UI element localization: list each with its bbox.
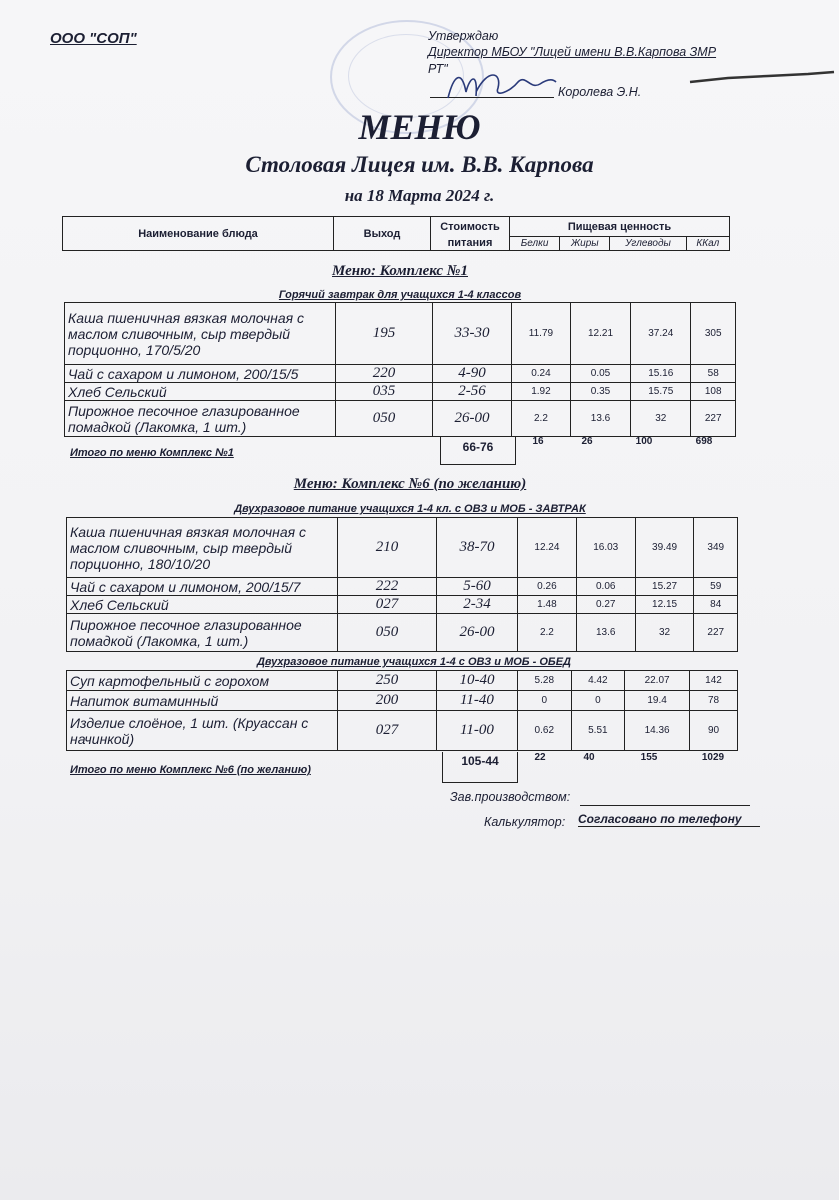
- header-fats: Жиры: [560, 237, 610, 251]
- total-carbs: 100: [635, 436, 653, 447]
- header-price: Стоимость: [431, 217, 510, 237]
- dish-output: 200: [338, 691, 437, 711]
- calculator-value: Согласовано по телефону: [578, 812, 760, 827]
- dish-name: Напиток витаминный: [67, 691, 338, 711]
- complex6-lunch-table: [66, 670, 738, 751]
- table-row: [67, 578, 738, 596]
- dish-carbs: 15.16: [631, 365, 691, 383]
- dish-carbs: 32: [631, 401, 691, 437]
- dish-output: 222: [338, 578, 437, 596]
- complex1-total-label: Итого по меню Комплекс №1: [70, 447, 234, 459]
- dish-price: 4-90: [433, 365, 512, 383]
- page-title: МЕНЮ: [358, 107, 481, 147]
- complex6-total-price: 105-44: [442, 752, 518, 783]
- header-price-cont: питания: [431, 237, 510, 251]
- dish-fats: 0.06: [576, 578, 635, 596]
- dish-output: 027: [338, 596, 437, 614]
- dish-proteins: 11.79: [512, 303, 571, 365]
- dish-output: 027: [338, 711, 437, 751]
- production-signature-line: [580, 805, 750, 806]
- dish-kcal: 108: [691, 383, 736, 401]
- dish-proteins: 2.2: [518, 614, 577, 652]
- table-row: [65, 303, 736, 365]
- dish-carbs: 15.27: [635, 578, 694, 596]
- dish-name: Каша пшеничная вязкая молочная с маслом сливочным, сыр твердый порционно, 180/10/20: [67, 518, 338, 578]
- complex6-breakfast-table: [66, 517, 738, 652]
- table-row: [65, 383, 736, 401]
- dish-price: 38-70: [437, 518, 518, 578]
- calculator-label: Калькулятор:: [484, 815, 566, 829]
- production-label: Зав.производством:: [450, 790, 571, 804]
- dish-output: 035: [336, 383, 433, 401]
- director-name: Королева Э.Н.: [558, 85, 642, 99]
- dish-name: Чай с сахаром и лимоном, 200/15/5: [65, 365, 336, 383]
- dish-kcal: 227: [694, 614, 738, 652]
- dish-kcal: 142: [690, 671, 738, 691]
- dish-price: 11-00: [437, 711, 518, 751]
- complex1-table: [64, 302, 736, 437]
- dish-fats: 12.21: [570, 303, 630, 365]
- total-proteins: 22: [534, 752, 546, 763]
- dish-kcal: 59: [694, 578, 738, 596]
- header-table: [62, 216, 730, 251]
- dish-name: Пирожное песочное глазированное помадкой (Лакомка, 1 шт.): [67, 614, 338, 652]
- dish-fats: 0: [571, 691, 625, 711]
- dish-fats: 0.27: [576, 596, 635, 614]
- complex6-breakfast-section: Двухразовое питание учащихся 1-4 кл. с ОВЗ и МОБ - ЗАВТРАК: [234, 503, 586, 515]
- dish-price: 5-60: [437, 578, 518, 596]
- dish-fats: 0.35: [570, 383, 630, 401]
- total-kcal: 698: [695, 436, 713, 447]
- table-row: [65, 365, 736, 383]
- total-carbs: 155: [640, 752, 658, 763]
- complex1-heading: Меню: Комплекс №1: [332, 263, 468, 279]
- dish-carbs: 22.07: [625, 671, 690, 691]
- dish-proteins: 0.26: [518, 578, 577, 596]
- table-row: [67, 711, 738, 751]
- dish-proteins: 0.24: [512, 365, 571, 383]
- complex6-total-nutrition: [518, 752, 744, 763]
- dish-output: 250: [338, 671, 437, 691]
- complex6-total-label: Итого по меню Комплекс №6 (по желанию): [70, 764, 311, 776]
- director-position: Директор МБОУ "Лицей имени В.В.Карпова ЗМР: [428, 45, 717, 59]
- dish-kcal: 349: [694, 518, 738, 578]
- complex1-total-price: 66-76: [440, 436, 516, 465]
- dish-carbs: 37.24: [631, 303, 691, 365]
- dish-fats: 0.05: [570, 365, 630, 383]
- dish-proteins: 1.92: [512, 383, 571, 401]
- total-proteins: 16: [532, 436, 544, 447]
- dish-proteins: 0.62: [518, 711, 572, 751]
- dish-name: Суп картофельный с горохом: [67, 671, 338, 691]
- dish-proteins: 2.2: [512, 401, 571, 437]
- dish-output: 220: [336, 365, 433, 383]
- dish-price: 2-56: [433, 383, 512, 401]
- company-name: ООО "СОП": [50, 30, 137, 47]
- header-output: Выход: [334, 217, 431, 251]
- complex1-total-nutrition: [516, 436, 734, 447]
- table-row: [67, 596, 738, 614]
- dish-kcal: 78: [690, 691, 738, 711]
- dish-output: 210: [338, 518, 437, 578]
- dish-kcal: 305: [691, 303, 736, 365]
- dish-name: Каша пшеничная вязкая молочная с маслом сливочным, сыр твердый порционно, 170/5/20: [65, 303, 336, 365]
- dish-proteins: 5.28: [518, 671, 572, 691]
- dish-name: Пирожное песочное глазированное помадкой (Лакомка, 1 шт.): [65, 401, 336, 437]
- dish-fats: 16.03: [576, 518, 635, 578]
- dish-fats: 13.6: [570, 401, 630, 437]
- menu-date: на 18 Марта 2024 г.: [344, 186, 495, 205]
- dish-carbs: 32: [635, 614, 694, 652]
- corner-scribble: [688, 66, 838, 88]
- dish-output: 050: [336, 401, 433, 437]
- dish-fats: 4.42: [571, 671, 625, 691]
- dish-kcal: 84: [694, 596, 738, 614]
- dish-proteins: 1.48: [518, 596, 577, 614]
- dish-fats: 13.6: [576, 614, 635, 652]
- dish-price: 11-40: [437, 691, 518, 711]
- dish-kcal: 90: [690, 711, 738, 751]
- header-carbs: Углеводы: [610, 237, 686, 251]
- table-row: [67, 671, 738, 691]
- dish-output: 050: [338, 614, 437, 652]
- approve-label: Утверждаю: [428, 29, 499, 43]
- director-signature: [440, 62, 560, 107]
- dish-name: Хлеб Сельский: [65, 383, 336, 401]
- dish-kcal: 227: [691, 401, 736, 437]
- table-row: [65, 401, 736, 437]
- table-row: [67, 518, 738, 578]
- page-subtitle: Столовая Лицея им. В.В. Карпова: [245, 152, 594, 177]
- complex6-heading: Меню: Комплекс №6 (по желанию): [293, 476, 527, 492]
- dish-carbs: 15.75: [631, 383, 691, 401]
- header-nutrition: Пищевая ценность: [510, 217, 730, 237]
- header-kcal: ККал: [686, 237, 729, 251]
- table-row: [67, 691, 738, 711]
- dish-proteins: 0: [518, 691, 572, 711]
- dish-carbs: 12.15: [635, 596, 694, 614]
- dish-kcal: 58: [691, 365, 736, 383]
- dish-carbs: 39.49: [635, 518, 694, 578]
- dish-name: Чай с сахаром и лимоном, 200/15/7: [67, 578, 338, 596]
- header-proteins: Белки: [510, 237, 560, 251]
- total-kcal: 1029: [701, 752, 725, 763]
- table-row: [67, 614, 738, 652]
- total-fats: 40: [583, 752, 595, 763]
- dish-proteins: 12.24: [518, 518, 577, 578]
- complex6-lunch-section: Двухразовое питание учащихся 1-4 с ОВЗ и МОБ - ОБЕД: [256, 656, 571, 668]
- dish-carbs: 14.36: [625, 711, 690, 751]
- dish-price: 2-34: [437, 596, 518, 614]
- dish-price: 33-30: [433, 303, 512, 365]
- total-fats: 26: [581, 436, 593, 447]
- director-position-cont: РТ": [428, 62, 448, 76]
- dish-price: 26-00: [433, 401, 512, 437]
- dish-output: 195: [336, 303, 433, 365]
- dish-carbs: 19.4: [625, 691, 690, 711]
- dish-price: 26-00: [437, 614, 518, 652]
- complex1-section: Горячий завтрак для учащихся 1-4 классов: [278, 289, 522, 301]
- dish-price: 10-40: [437, 671, 518, 691]
- header-name: Наименование блюда: [63, 217, 334, 251]
- dish-name: Изделие слоёное, 1 шт. (Круассан с начинкой): [67, 711, 338, 751]
- dish-name: Хлеб Сельский: [67, 596, 338, 614]
- dish-fats: 5.51: [571, 711, 625, 751]
